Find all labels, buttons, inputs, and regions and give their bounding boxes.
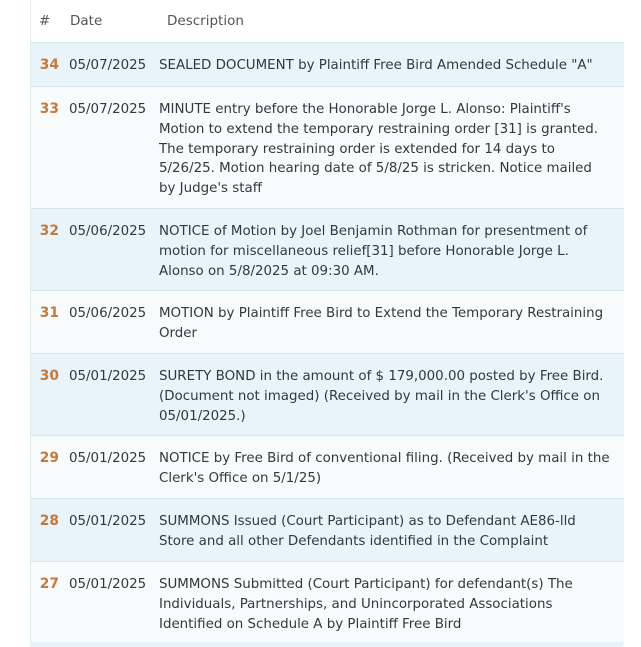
entry-number[interactable]: 29 [39, 450, 59, 466]
entry-date: 05/06/2025 [69, 224, 147, 239]
entry-description: MOTION by Plaintiff Free Bird to Extend the Temporary Restraining Order [159, 306, 604, 341]
entry-description: SURETY BOND in the amount of $ 179,000.00 posted by Free Bird. (Document not imaged) (Received by mail in the Clerk's Office on 05/01/2025.) [159, 369, 604, 424]
entry-number[interactable]: 33 [39, 101, 59, 117]
next-row-edge [30, 642, 623, 647]
table-row [31, 354, 624, 436]
entry-description: SUMMONS Issued (Court Participant) as to Defendant AE86-lld Store and all other Defendants identified in the Complaint [159, 514, 576, 549]
entry-date: 05/06/2025 [69, 306, 147, 321]
entry-date: 05/07/2025 [69, 102, 147, 117]
entry-number[interactable]: 27 [39, 576, 59, 592]
entry-date: 05/01/2025 [69, 369, 147, 384]
table-header [31, 0, 624, 43]
entry-number[interactable]: 28 [39, 513, 59, 529]
entry-description: NOTICE by Free Bird of conventional filing. (Received by mail in the Clerk's Office on 5/1/25) [159, 451, 610, 486]
entry-number[interactable]: 34 [39, 57, 59, 73]
table-row [31, 291, 624, 354]
entry-date: 05/01/2025 [69, 577, 147, 592]
header-description: Description [167, 13, 244, 29]
table-row [31, 499, 624, 562]
entry-description: MINUTE entry before the Honorable Jorge L. Alonso: Plaintiff's Motion to extend the temporary restraining order [31] is granted. The temporary restraining order is extended for 14 days to 5/26/25. Motion hearing date of 5/8/25 is stricken. Notice mailed by Judge's staff [159, 102, 599, 197]
entry-date: 05/07/2025 [69, 58, 147, 73]
docket-table [30, 0, 624, 644]
table-row [31, 87, 624, 209]
entry-date: 05/01/2025 [69, 451, 147, 466]
header-date: Date [70, 13, 103, 29]
header-number: # [39, 13, 51, 29]
entry-description: SEALED DOCUMENT by Plaintiff Free Bird Amended Schedule "A" [159, 58, 593, 73]
entry-date: 05/01/2025 [69, 514, 147, 529]
entry-number[interactable]: 31 [39, 305, 59, 321]
entry-description: SUMMONS Submitted (Court Participant) for defendant(s) The Individuals, Partnerships, and Unincorporated Associations Identified on Schedule A by Plaintiff Free Bird [159, 577, 573, 632]
entry-number[interactable]: 32 [39, 223, 59, 239]
table-row [31, 209, 624, 291]
table-row [31, 43, 624, 87]
entry-number[interactable]: 30 [39, 368, 59, 384]
table-row [31, 436, 624, 499]
table-row [31, 562, 624, 644]
entry-description: NOTICE of Motion by Joel Benjamin Rothman for presentment of motion for miscellaneous relief[31] before Honorable Jorge L. Alonso on 5/8/2025 at 09:30 AM. [159, 224, 588, 279]
